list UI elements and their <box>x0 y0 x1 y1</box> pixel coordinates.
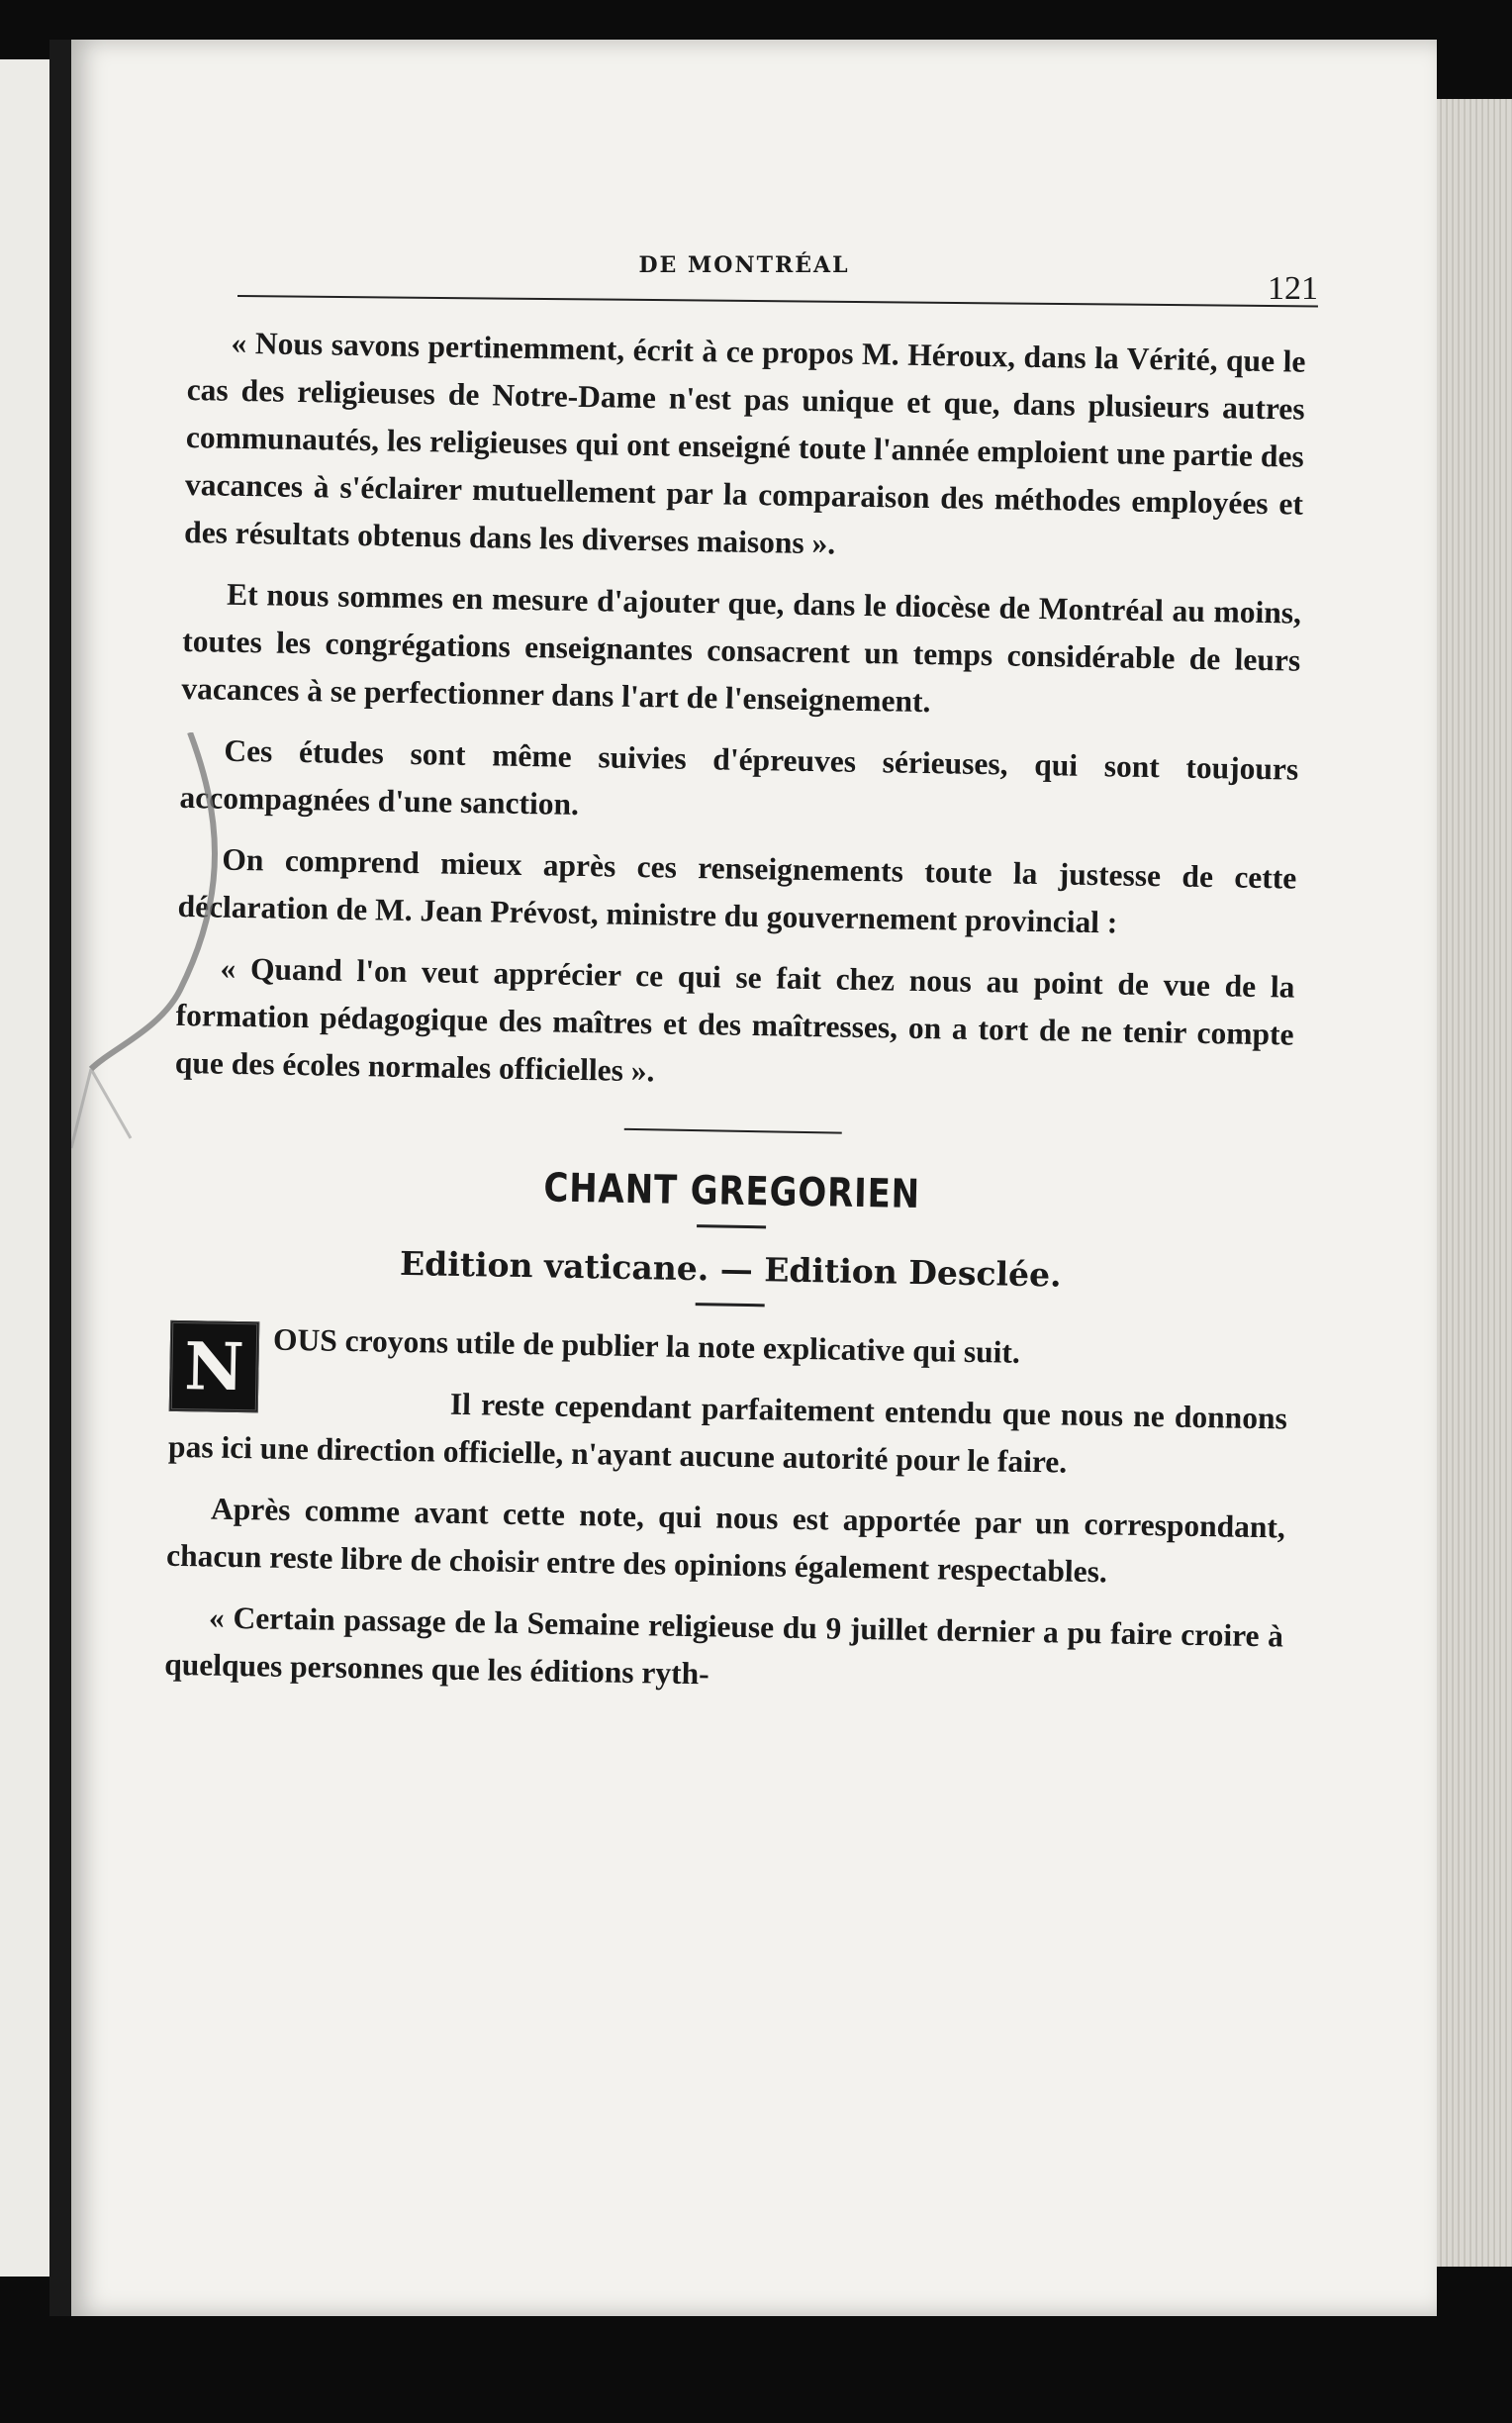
page-header <box>170 203 1318 307</box>
header-rule <box>237 295 1318 307</box>
dropcap-letter: N <box>169 1320 260 1413</box>
book-gutter <box>49 40 71 2316</box>
paragraph: Ces études sont même suivies d'épreuves sérieuses, qui sont toujours accompagnées d'une sanction. <box>179 732 1299 822</box>
left-page-edge <box>0 59 49 2277</box>
section-divider <box>624 1128 842 1134</box>
paragraph: Après comme avant cette note, qui nous est apportée par un correspondant, chacun reste libre de choisir entre des opinions également respectables. <box>165 1491 1286 1590</box>
paragraph: Et nous sommes en mesure d'ajouter que, dans le diocèse de Montréal au moins, toutes les congrégations enseignantes consacrent un temps considérable de leurs vacances à se perfectionner dans l'art de l'enseignement. <box>181 576 1302 720</box>
dropcap-text: OUS croyons utile de publier la note explicative qui suit. <box>272 1321 1021 1370</box>
paragraph: Il reste cependant parfaitement entendu que nous ne donnons pas ici une direction officielle, n'ayant aucune autorité pour le faire. <box>167 1386 1288 1480</box>
book-page <box>71 40 1437 2316</box>
section-title: CHANT GREGORIEN <box>543 1165 921 1218</box>
section-subtitle: Edition vaticane. — Edition Desclée. <box>399 1243 1062 1295</box>
page-number: 121 <box>1268 270 1318 307</box>
title-rule <box>697 1224 766 1228</box>
subtitle-rule <box>696 1303 765 1307</box>
paragraph: On comprend mieux après ces renseignements toute la justesse de cette déclaration de M. Jean Prévost, ministre du gouvernement provincial : <box>177 841 1297 940</box>
page-stack-edges <box>1437 99 1512 2267</box>
page-body <box>164 319 1306 1722</box>
paragraph: « Nous savons pertinemment, écrit à ce propos M. Héroux, dans la Vérité, que le cas des religieuses de Notre-Dame n'est pas unique et que, dans plusieurs autres communautés, les religieuses qui ont enseigné toute l'année emploient une partie des vacances à s'éclairer mutuellement par la comparaison des méthodes employées et des résultats obtenus dans les diverses maisons ». <box>183 325 1306 561</box>
quote-paragraph: « Quand l'on veut apprécier ce qui se fait chez nous au point de vue de la formation pédagogique des maîtres et des maîtresses, on a tort de ne tenir compte que des écoles normales officielles ». <box>174 950 1295 1089</box>
dropcap-paragraph <box>170 1314 1289 1406</box>
running-title: DE MONTRÉAL <box>638 252 850 278</box>
paragraph: « Certain passage de la Semaine religieuse du 9 juillet dernier a pu faire croire à quelques personnes que les éditions ryth- <box>163 1599 1284 1692</box>
